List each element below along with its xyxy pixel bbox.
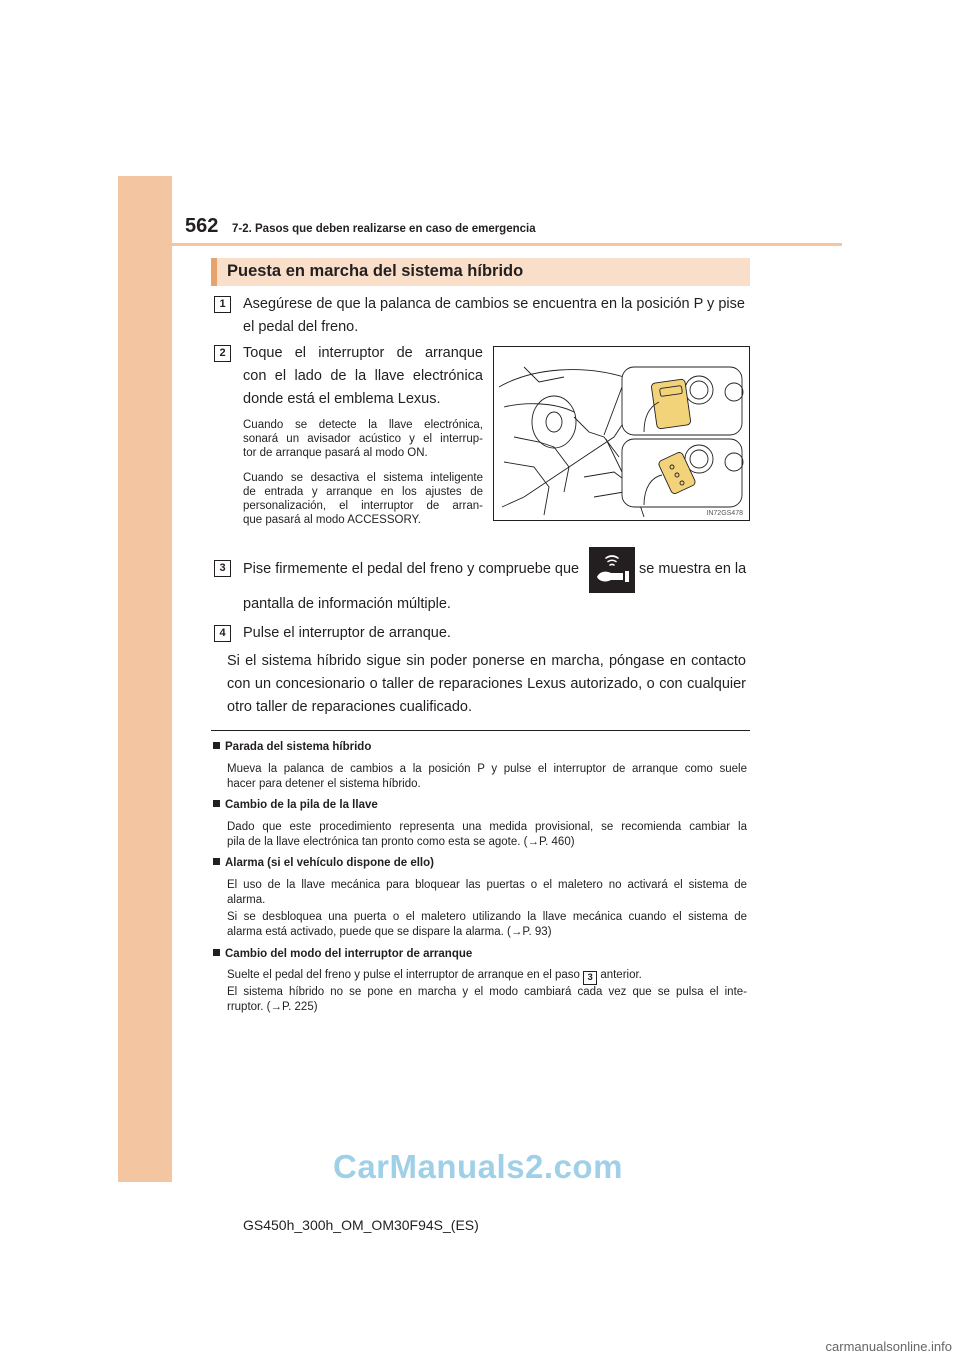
note-1-line2: hacer para detener el sistema híbrido. (227, 778, 421, 790)
step-2-note1-line3: tor de arranque pasará al modo ON. (243, 447, 428, 459)
note-title-alarm (213, 857, 434, 869)
step-3-number: 3 (214, 560, 231, 577)
dashboard-drawing (494, 347, 750, 521)
note-title-text: Cambio del modo del interruptor de arranque (225, 948, 473, 960)
inline-step-3-reference: 3 (583, 971, 597, 985)
note-title-text: Parada del sistema híbrido (225, 741, 372, 753)
step-1-text-line2: el pedal del freno. (243, 319, 359, 335)
step-2-note2-line2: de entrada y arranque en los ajustes de (243, 486, 483, 498)
footer-document-code: GS450h_300h_OM_OM30F94S_(ES) (243, 1217, 479, 1233)
note-3-line2: alarma. (227, 894, 266, 906)
step-2-note2-line4: que pasará al modo ACCESSORY. (243, 514, 421, 526)
watermark-site-logo: CarManuals2.com (333, 1148, 623, 1185)
bottom-watermark-bar (0, 1336, 960, 1358)
note-4-line1-text: Suelte el pedal del freno y pulse el interruptor de arranque en el paso (227, 969, 580, 981)
step-3-text-before: Pise firmemente el pedal del freno y compruebe que (243, 561, 580, 577)
note-title-switch-mode (213, 948, 472, 960)
chapter-title: 7-2. Pasos que deben realizarse en caso de emergencia (232, 223, 536, 235)
note-4-line3: rruptor. (→P. 225) (227, 1001, 318, 1013)
section-heading (211, 258, 750, 286)
note-title-key-battery (213, 799, 378, 811)
note-title-text: Cambio de la pila de la llave (225, 799, 378, 811)
closing-paragraph-line2: con un concesionario o taller de reparaciones Lexus autorizado, o con cualquier (227, 676, 746, 692)
step-3-text-after: se muestra en la (639, 561, 747, 577)
note-4-line1 (227, 968, 747, 985)
page-number: 562 (185, 215, 219, 237)
bullet-square-icon (213, 949, 220, 956)
step-2-text-line1: Toque el interruptor de arranque (243, 345, 483, 361)
step-2-note1-line2: sonará un avisador acústico y el interrup- (243, 433, 483, 445)
step-4-number: 4 (214, 625, 231, 642)
notes-divider (211, 730, 750, 731)
step-2-note1-line1: Cuando se detecte la llave electrónica, (243, 419, 483, 431)
step-2-text-line3: donde está el emblema Lexus. (243, 391, 441, 407)
note-title-stop-hybrid (213, 741, 371, 753)
step-2-text-line2: con el lado de la llave electrónica (243, 368, 483, 384)
step-2-number: 2 (214, 345, 231, 362)
note-2-line2: pila de la llave electrónica tan pronto como esta se agote. (→P. 460) (227, 836, 575, 848)
closing-paragraph-line3: otro taller de reparaciones cualificado. (227, 699, 473, 715)
push-start-key-illustration (493, 346, 750, 521)
step-1-text-line1: Asegúrese de que la palanca de cambios se encuentra en la posición P y pise (243, 296, 745, 312)
bullet-square-icon (213, 742, 220, 749)
note-2-line1: Dado que este procedimiento representa una medida provisional, se recomienda cambiar la (227, 821, 747, 833)
section-heading-title: Puesta en marcha del sistema híbrido (227, 262, 524, 280)
note-1-line1: Mueva la palanca de cambios a la posición P y pulse el interruptor de arranque como suele (227, 763, 747, 775)
note-3-line1: El uso de la llave mecánica para bloquear las puertas o el maletero no activará el sistema de (227, 879, 747, 891)
chapter-sidebar-tab (118, 176, 172, 1182)
bullet-square-icon (213, 800, 220, 807)
step-4-text: Pulse el interruptor de arranque. (243, 625, 451, 641)
header-rule (172, 243, 842, 246)
step-1-number: 1 (214, 296, 231, 313)
note-4-line1-after: anterior. (600, 969, 642, 981)
note-3-line4: alarma está activado, puede que se dispare la alarma. (→P. 93) (227, 926, 552, 938)
section-heading-accent (211, 258, 217, 286)
closing-paragraph-line1: Si el sistema híbrido sigue sin poder ponerse en marcha, póngase en contacto (227, 653, 746, 669)
note-title-text: Alarma (si el vehículo dispone de ello) (225, 857, 434, 869)
step-2-note2-line1: Cuando se desactiva el sistema inteligente (243, 472, 483, 484)
step-2-note2-line3: personalización, el interruptor de arran- (243, 500, 483, 512)
bottom-watermark-text: carmanualsonline.info (825, 1339, 952, 1354)
illustration-caption: IN72GS478 (706, 510, 743, 517)
note-4-line2: El sistema híbrido no se pone en marcha y el modo cambiará cada vez que se pulsa el inte- (227, 986, 747, 998)
note-3-line3: Si se desbloquea una puerta o el maletero utilizando la llave mecánica cuando el sistema de (227, 911, 747, 923)
bullet-square-icon (213, 858, 220, 865)
hybrid-ready-indicator-icon (589, 547, 635, 593)
step-3-text-line2: pantalla de información múltiple. (243, 596, 451, 612)
